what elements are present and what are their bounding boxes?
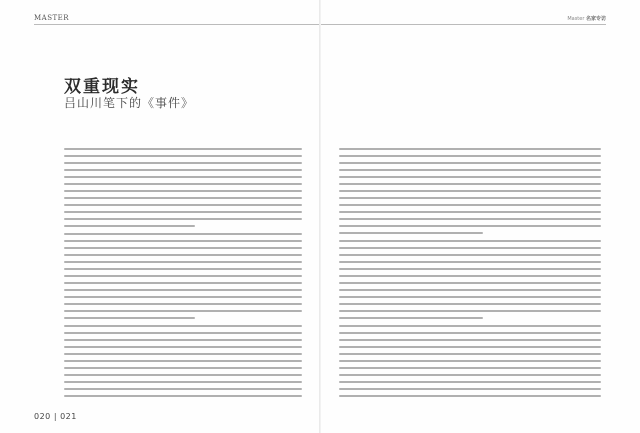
body-text-line — [339, 162, 601, 164]
body-text-line — [339, 381, 601, 383]
folio-left: 020 — [34, 412, 51, 421]
body-text-line — [339, 268, 601, 270]
body-text-line — [64, 325, 302, 327]
body-text-line — [64, 374, 302, 376]
running-head-prefix: Master — [567, 16, 585, 22]
body-text-line — [339, 275, 601, 277]
body-text-line — [339, 190, 601, 192]
body-text-line — [339, 240, 601, 242]
body-text-line — [64, 317, 195, 319]
body-text-line — [339, 218, 601, 220]
body-text-line — [64, 169, 302, 171]
body-text-line — [64, 282, 302, 284]
body-text-line — [339, 261, 601, 263]
body-text-line — [339, 374, 601, 376]
running-head-section: 名家专访 — [585, 16, 606, 22]
body-text-line — [339, 395, 601, 397]
body-text-line — [64, 155, 302, 157]
body-text-line — [339, 176, 601, 178]
body-text-line — [64, 211, 302, 213]
body-text-line — [64, 218, 302, 220]
body-text-line — [339, 360, 601, 362]
body-text-line — [339, 353, 601, 355]
body-text-line — [339, 247, 601, 249]
body-text-line — [339, 296, 601, 298]
article-subtitle: 吕山川笔下的《事件》 — [64, 96, 195, 110]
body-text-line — [64, 296, 302, 298]
left-page — [0, 0, 319, 433]
header-rule-left — [34, 24, 319, 25]
body-text-line — [339, 317, 483, 319]
body-text-line — [64, 360, 302, 362]
right-page — [321, 0, 640, 433]
article-title: 双重现实 — [64, 77, 140, 97]
body-text-line — [339, 169, 601, 171]
body-text-line — [339, 339, 601, 341]
body-text-line — [339, 289, 601, 291]
body-text-line — [64, 240, 302, 242]
body-text-line — [339, 332, 601, 334]
body-text-line — [64, 303, 302, 305]
body-text-line — [64, 197, 302, 199]
body-text-line — [339, 282, 601, 284]
body-text-line — [64, 183, 302, 185]
body-text-line — [64, 268, 302, 270]
body-text-line — [64, 254, 302, 256]
body-text-line — [64, 190, 302, 192]
body-column-left — [64, 148, 302, 402]
body-text-line — [64, 332, 302, 334]
running-head — [567, 15, 606, 22]
folio-separator: | — [53, 412, 58, 421]
folio-right: 021 — [60, 412, 77, 421]
body-text-line — [64, 367, 302, 369]
body-text-line — [339, 211, 601, 213]
body-text-line — [64, 247, 302, 249]
body-text-line — [64, 148, 302, 150]
body-text-line — [339, 232, 483, 234]
body-text-line — [339, 225, 601, 227]
body-text-line — [339, 310, 601, 312]
body-text-line — [64, 339, 302, 341]
body-text-line — [339, 148, 601, 150]
body-text-line — [64, 289, 302, 291]
header-rule-right — [321, 24, 606, 25]
body-text-line — [64, 204, 302, 206]
page-folio — [34, 412, 77, 421]
body-text-line — [339, 155, 601, 157]
body-text-line — [64, 275, 302, 277]
body-text-line — [64, 353, 302, 355]
masthead-logo: MASTER — [34, 14, 70, 22]
body-text-line — [64, 395, 302, 397]
body-text-line — [64, 162, 302, 164]
body-text-line — [64, 310, 302, 312]
body-text-line — [339, 388, 601, 390]
body-text-line — [64, 233, 302, 235]
body-column-right — [339, 148, 601, 402]
body-text-line — [64, 261, 302, 263]
body-text-line — [339, 325, 601, 327]
body-text-line — [64, 176, 302, 178]
body-text-line — [339, 367, 601, 369]
body-text-line — [64, 225, 195, 227]
body-text-line — [339, 183, 601, 185]
body-text-line — [339, 204, 601, 206]
body-text-line — [64, 381, 302, 383]
body-text-line — [339, 254, 601, 256]
body-text-line — [339, 197, 601, 199]
body-text-line — [64, 346, 302, 348]
body-text-line — [64, 388, 302, 390]
body-text-line — [339, 303, 601, 305]
body-text-line — [339, 346, 601, 348]
